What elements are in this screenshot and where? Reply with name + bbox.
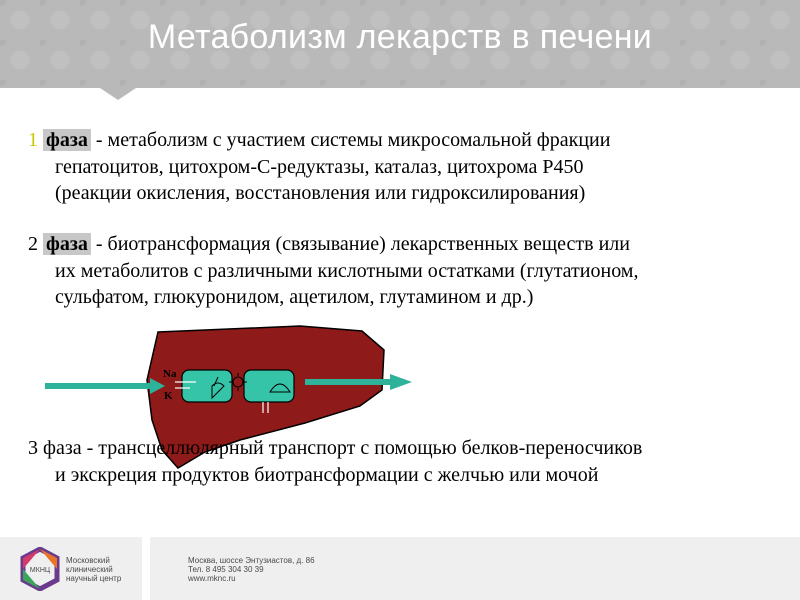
phase3-text-line1: 3 фаза - трансцеллюлярный транспорт с помощью белков-переносчиков: [28, 437, 643, 459]
slide-title: Метаболизм лекарств в печени: [147, 18, 653, 56]
contact-phone: Тел. 8 495 304 30 39: [188, 565, 264, 574]
phase2-text-line3: сульфатом, глюкуронидом, ацетилом, глутамином и др.): [55, 286, 534, 308]
phase2-text-line2: их метаболитов с различными кислотными остатками (глутатионом,: [55, 259, 639, 282]
phase3-paragraph: [28, 435, 780, 488]
contact-website[interactable]: www.mknc.ru: [188, 574, 236, 583]
phase2-number: 2: [28, 233, 38, 255]
org-name-line3: научный центр: [66, 574, 122, 583]
phase1-text-line3: (реакции окисления, восстановления или гидроксилирования): [55, 182, 586, 204]
phase1-text-line2: гепатоцитов, цитохром-С-редуктазы, каталаз, цитохрома Р450: [55, 155, 584, 178]
hepatocyte-cell-2: [244, 370, 294, 402]
contact-address: Москва, шоссе Энтузиастов, д. 86: [188, 556, 315, 565]
phase1-word: фаза: [43, 129, 91, 151]
phase2-word: фаза: [43, 233, 91, 255]
org-name-line1: Московский: [66, 556, 110, 565]
potassium-label: K: [164, 390, 173, 402]
mknc-logo-icon: [20, 547, 60, 591]
phase2-text-line1: - биотрансформация (связывание) лекарственных веществ или: [90, 233, 630, 255]
contact-info: [188, 556, 315, 583]
org-name: [66, 556, 146, 583]
outflow-arrowhead: [390, 374, 412, 390]
phase1-text-line1: - метаболизм с участием системы микросомальной фракции: [90, 129, 611, 151]
title-banner-notch: [100, 88, 136, 100]
phase2-paragraph: [28, 231, 780, 311]
sodium-label: Na: [163, 368, 177, 380]
logo-abbr: МКНЦ: [29, 567, 51, 574]
phase3-text-line2: и экскреция продуктов биотрансформации с желчью или мочой: [55, 463, 599, 486]
org-name-line2: клинический: [66, 565, 113, 574]
phase1-paragraph: [28, 127, 780, 207]
phase1-number: 1: [28, 129, 38, 151]
